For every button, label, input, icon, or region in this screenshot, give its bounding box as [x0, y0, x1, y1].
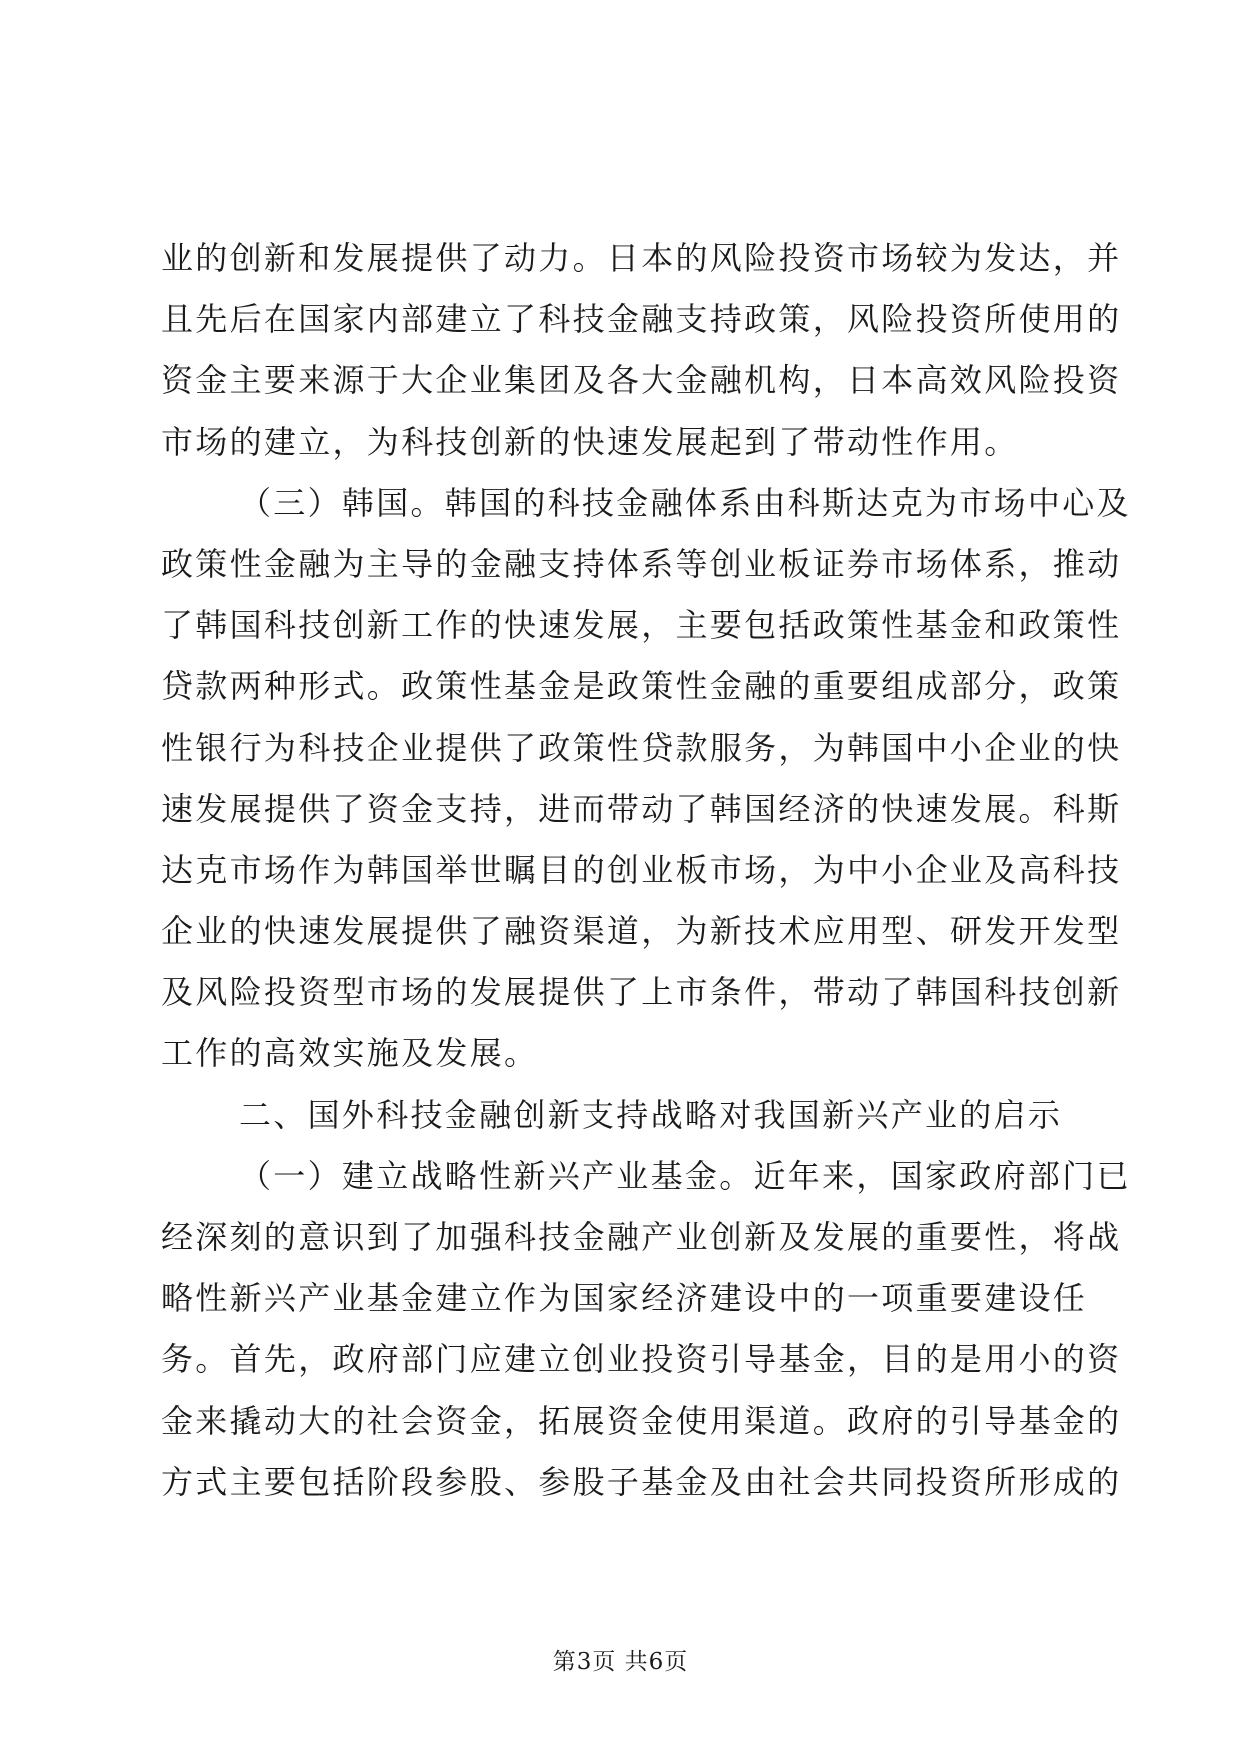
- paragraph-line: 务。首先，政府部门应建立创业投资引导基金，目的是用小的资: [161, 1340, 1122, 1379]
- paragraph-line: （一）建立战略性新兴产业基金。近年来，国家政府部门已: [239, 1156, 1131, 1195]
- paragraph-line: 金来撬动大的社会资金，拓展资金使用渠道。政府的引导基金的: [161, 1401, 1122, 1440]
- paragraph-line: 经深刻的意识到了加强科技金融产业创新及发展的重要性，将战: [161, 1218, 1122, 1256]
- paragraph-line: 企业的快速发展提供了融资渠道，为新技术应用型、研发开发型: [161, 912, 1122, 951]
- paragraph-line: 业的创新和发展提供了动力。日本的风险投资市场较为发达，并: [161, 239, 1122, 277]
- document-body: [161, 228, 1131, 1513]
- paragraph-line: （三）韩国。韩国的科技金融体系由科斯达克为市场中心及: [239, 483, 1131, 522]
- paragraph-line: 政策性金融为主导的金融支持体系等创业板证券市场体系，推动: [161, 544, 1122, 583]
- paragraph-line: 市场的建立，为科技创新的快速发展起到了带动性作用。: [161, 422, 1019, 461]
- paragraph-line: 且先后在国家内部建立了科技金融支持政策，风险投资所使用的: [161, 300, 1122, 339]
- paragraph-line: 略性新兴产业基金建立作为国家经济建设中的一项重要建设任: [161, 1279, 1088, 1318]
- paragraph-line: 资金主要来源于大企业集团及各大金融机构，日本高效风险投资: [161, 361, 1122, 400]
- paragraph-line: 工作的高效实施及发展。: [161, 1034, 539, 1073]
- paragraph-line: 速发展提供了资金支持，进而带动了韩国经济的快速发展。科斯: [161, 789, 1122, 828]
- paragraph-line: 贷款两种形式。政策性基金是政策性金融的重要组成部分，政策: [161, 667, 1122, 706]
- paragraph-line: 性银行为科技企业提供了政策性贷款服务，为韩国中小企业的快: [161, 728, 1122, 767]
- paragraph-line: 方式主要包括阶段参股、参股子基金及由社会共同投资所形成的: [161, 1462, 1122, 1501]
- paragraph-line: 达克市场作为韩国举世瞩目的创业板市场，为中小企业及高科技: [161, 850, 1122, 889]
- page-footer: 第3页 共6页: [552, 1649, 689, 1675]
- paragraph-line: 及风险投资型市场的发展提供了上市条件，带动了韩国科技创新: [161, 973, 1122, 1012]
- paragraph-line: 了韩国科技创新工作的快速发展，主要包括政策性基金和政策性: [161, 606, 1122, 645]
- paragraph-line: 二、国外科技金融创新支持战略对我国新兴产业的启示: [239, 1095, 1063, 1134]
